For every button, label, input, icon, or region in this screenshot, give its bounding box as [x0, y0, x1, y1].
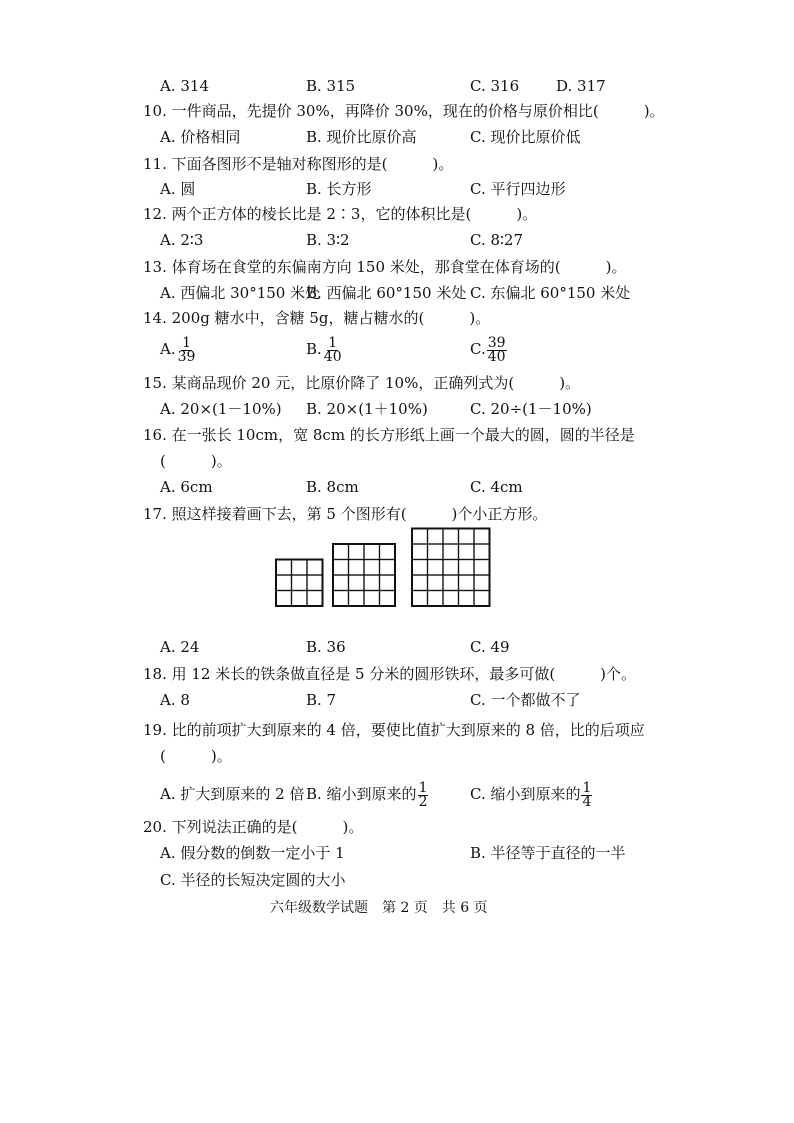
grid-cell: [380, 591, 396, 607]
grid-cell: [333, 591, 349, 607]
q18-option-b: B. 7: [306, 691, 337, 709]
q14-option-a-fraction: $\frac{1}{39}$: [177, 334, 196, 365]
grid-cell: [459, 591, 475, 607]
q15-option-b: B. 20×(1＋10%): [306, 400, 428, 418]
q10-stem: 10. 一件商品，先提价 30%，再降价 30%，现在的价格与原价相比( )。: [143, 102, 665, 120]
q16-option-a: A. 6cm: [160, 478, 213, 496]
grid-cell: [474, 529, 490, 545]
grid-cell: [333, 575, 349, 591]
grid-outline: [412, 529, 490, 607]
grid-cell: [333, 560, 349, 576]
grid-cell: [349, 575, 365, 591]
q19-option-a: A. 扩大到原来的 2 倍: [160, 785, 305, 803]
grid-cell: [412, 544, 428, 560]
q19-option-c-fraction: $\frac{1}{4}$: [582, 779, 592, 810]
grid-cell: [474, 560, 490, 576]
grid-cell: [292, 560, 308, 576]
q12-option-b: B. 3∶2: [306, 231, 350, 249]
q11-option-a: A. 圆: [160, 180, 196, 198]
q17-stem: 17. 照这样接着画下去，第 5 个图形有( )个小正方形。: [143, 505, 548, 523]
grid-cell: [443, 575, 459, 591]
q11-option-b: B. 长方形: [306, 180, 372, 198]
grid-cell: [364, 544, 380, 560]
grid-cell: [349, 591, 365, 607]
grid-cell: [474, 591, 490, 607]
grid-cell: [428, 544, 444, 560]
q19-option-c: C. 缩小到原来的 $\frac{1}{4}$: [470, 779, 592, 810]
grid-cell: [459, 560, 475, 576]
grid-cell: [428, 560, 444, 576]
q15-stem: 15. 某商品现价 20 元，比原价降了 10%，正确列式为( )。: [143, 374, 581, 392]
grid-cell: [364, 591, 380, 607]
q9-option-a: A. 314: [160, 77, 209, 95]
q19-stem-line2: ( )。: [160, 747, 232, 765]
q20-option-a: A. 假分数的倒数一定小于 1: [160, 844, 345, 862]
q14-option-c: C. $\frac{39}{40}$: [470, 334, 506, 365]
grid-cell: [443, 529, 459, 545]
grid-cell: [443, 591, 459, 607]
q12-stem: 12. 两个正方体的棱长比是 2∶3，它的体积比是( )。: [143, 205, 538, 223]
q13-option-c: C. 东偏北 60°150 米处: [470, 284, 631, 302]
grid-cell: [428, 529, 444, 545]
grid-cell: [443, 544, 459, 560]
q16-stem-line1: 16. 在一张长 10cm，宽 8cm 的长方形纸上画一个最大的圆，圆的半径是: [143, 426, 635, 444]
q9-option-d: D. 317: [556, 77, 606, 95]
grid-cell: [349, 560, 365, 576]
grid-cell: [276, 591, 292, 607]
q17-option-b: B. 36: [306, 638, 346, 656]
q14-option-b: B. $\frac{1}{40}$: [306, 334, 342, 365]
q10-option-a: A. 价格相同: [160, 128, 241, 146]
grid-cell: [307, 575, 323, 591]
q9-option-c: C. 316: [470, 77, 520, 95]
q11-option-c: C. 平行四边形: [470, 180, 566, 198]
grid-cell: [364, 560, 380, 576]
q20-stem: 20. 下列说法正确的是( )。: [143, 818, 364, 836]
grid-figure-1: [276, 560, 323, 607]
q12-option-a: A. 2∶3: [160, 231, 204, 249]
grid-cell: [364, 575, 380, 591]
q14-option-b-fraction: $\frac{1}{40}$: [323, 334, 342, 365]
grid-cell: [380, 544, 396, 560]
q14-option-c-fraction: $\frac{39}{40}$: [487, 334, 506, 365]
grid-cell: [349, 544, 365, 560]
grid-cell: [307, 591, 323, 607]
grid-cell: [459, 544, 475, 560]
q15-option-a: A. 20×(1－10%): [160, 400, 282, 418]
grid-cell: [276, 560, 292, 576]
q17-option-c: C. 49: [470, 638, 510, 656]
q10-option-b: B. 现价比原价高: [306, 128, 417, 146]
q17-option-a: A. 24: [160, 638, 200, 656]
q13-option-a: A. 西偏北 30°150 米处: [160, 284, 321, 302]
q18-option-c: C. 一个都做不了: [470, 691, 581, 709]
q14-option-a: A. $\frac{1}{39}$: [160, 334, 196, 365]
grid-cell: [443, 560, 459, 576]
grid-cell: [412, 575, 428, 591]
grid-cell: [292, 591, 308, 607]
q12-option-c: C. 8∶27: [470, 231, 524, 249]
page-footer: 六年级数学试题 第 2 页 共 6 页: [270, 900, 488, 916]
q16-option-c: C. 4cm: [470, 478, 523, 496]
grid-cell: [459, 529, 475, 545]
q16-option-b: B. 8cm: [306, 478, 359, 496]
q18-option-a: A. 8: [160, 691, 190, 709]
q16-stem-line2: ( )。: [160, 452, 232, 470]
grid-cell: [474, 575, 490, 591]
grid-cell: [459, 575, 475, 591]
q19-option-b-fraction: $\frac{1}{2}$: [418, 779, 428, 810]
grid-cell: [333, 544, 349, 560]
q11-stem: 11. 下面各图形不是轴对称图形的是( )。: [143, 155, 454, 173]
q14-stem: 14. 200g 糖水中，含糖 5g，糖占糖水的( )。: [143, 309, 491, 327]
grid-cell: [380, 575, 396, 591]
grid-figure-3: [412, 529, 490, 607]
grid-cell: [380, 560, 396, 576]
q19-option-b: B. 缩小到原来的 $\frac{1}{2}$: [306, 779, 428, 810]
q19-stem-line1: 19. 比的前项扩大到原来的 4 倍，要使比值扩大到原来的 8 倍，比的后项应: [143, 721, 645, 739]
grid-cell: [412, 529, 428, 545]
q20-option-b: B. 半径等于直径的一半: [470, 844, 626, 862]
q18-stem: 18. 用 12 米长的铁条做直径是 5 分米的圆形铁环，最多可做( )个。: [143, 665, 637, 683]
grid-outline: [276, 560, 323, 607]
q15-option-c: C. 20÷(1－10%): [470, 400, 592, 418]
q10-option-c: C. 现价比原价低: [470, 128, 581, 146]
q13-stem: 13. 体育场在食堂的东偏南方向 150 米处，那食堂在体育场的( )。: [143, 258, 627, 276]
grid-cell: [428, 575, 444, 591]
grid-cell: [474, 544, 490, 560]
grid-cell: [412, 591, 428, 607]
grid-figure-2: [333, 544, 395, 606]
grid-cell: [292, 575, 308, 591]
q9-option-b: B. 315: [306, 77, 356, 95]
grid-cell: [412, 560, 428, 576]
q20-option-c: C. 半径的长短决定圆的大小: [160, 871, 346, 889]
q13-option-b: B. 西偏北 60°150 米处: [306, 284, 467, 302]
grid-cell: [307, 560, 323, 576]
grid-cell: [276, 575, 292, 591]
grid-cell: [428, 591, 444, 607]
